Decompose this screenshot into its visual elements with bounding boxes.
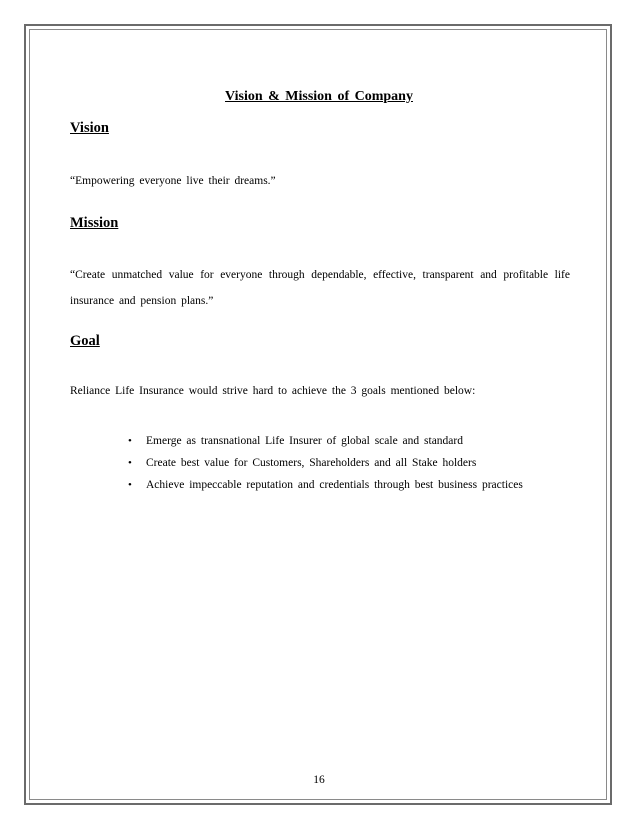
bullet-icon: • [128, 479, 132, 491]
page-border-inner [29, 29, 607, 800]
vision-text: “Empowering everyone live their dreams.” [70, 175, 276, 187]
goal-list-item [128, 474, 523, 496]
document-title: Vision & Mission of Company [225, 89, 413, 104]
goal-list-item [128, 452, 523, 474]
vision-heading: Vision [70, 120, 109, 136]
goal-item-text: Create best value for Customers, Shareholders and all Stake holders [146, 457, 477, 469]
bullet-icon: • [128, 435, 132, 447]
goal-list-item [128, 430, 523, 452]
bullet-icon: • [128, 457, 132, 469]
goal-intro-text: Reliance Life Insurance would strive hard to achieve the 3 goals mentioned below: [70, 385, 476, 397]
mission-heading: Mission [70, 215, 119, 231]
mission-text: “Create unmatched value for everyone through dependable, effective, transparent and profitable life insurance and pension plans.” [70, 269, 570, 307]
goal-item-text: Emerge as transnational Life Insurer of global scale and standard [146, 435, 463, 447]
page-number: 16 [313, 774, 325, 786]
goal-list [128, 430, 523, 496]
goal-heading: Goal [70, 333, 100, 349]
goal-item-text: Achieve impeccable reputation and credentials through best business practices [146, 479, 523, 491]
